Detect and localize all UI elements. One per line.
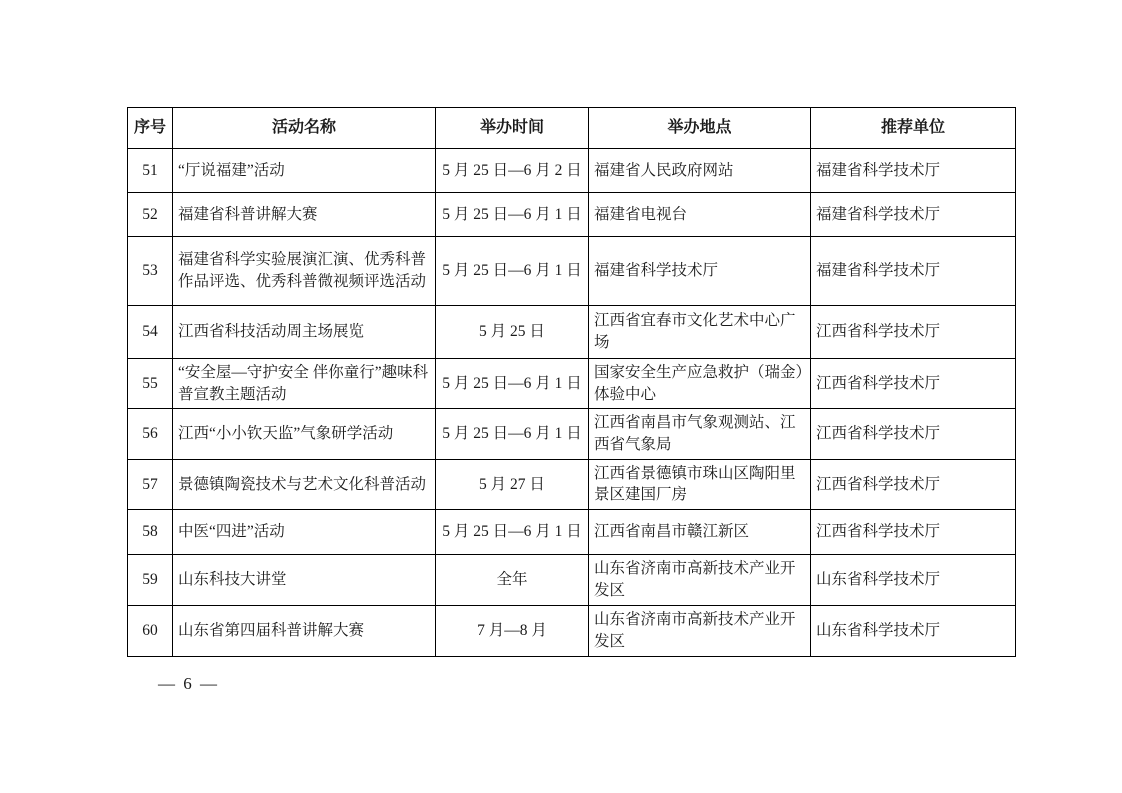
table-row [128, 193, 1016, 237]
column-header: 举办时间 [436, 108, 589, 149]
column-header: 活动名称 [173, 108, 436, 149]
cell-unit: 福建省科学技术厅 [811, 237, 1016, 306]
cell-no: 59 [128, 555, 173, 605]
cell-no: 52 [128, 193, 173, 237]
table-head [128, 108, 1016, 149]
column-header: 举办地点 [589, 108, 811, 149]
cell-unit: 江西省科学技术厅 [811, 459, 1016, 509]
cell-place: 山东省济南市高新技术产业开发区 [589, 555, 811, 605]
column-header: 序号 [128, 108, 173, 149]
cell-unit: 山东省科学技术厅 [811, 555, 1016, 605]
column-header: 推荐单位 [811, 108, 1016, 149]
cell-place: 福建省电视台 [589, 193, 811, 237]
cell-place: 山东省济南市高新技术产业开发区 [589, 605, 811, 656]
cell-time: 5 月 25 日—6 月 1 日 [436, 359, 589, 409]
activities-table [127, 107, 1016, 657]
table-row [128, 409, 1016, 459]
cell-time: 5 月 25 日—6 月 2 日 [436, 149, 589, 193]
cell-name: 景德镇陶瓷技术与艺术文化科普活动 [173, 459, 436, 509]
page-number: — 6 — [158, 674, 219, 693]
cell-place: 江西省宜春市文化艺术中心广场 [589, 306, 811, 359]
table-row [128, 149, 1016, 193]
table-row [128, 510, 1016, 555]
cell-time: 全年 [436, 555, 589, 605]
cell-no: 54 [128, 306, 173, 359]
cell-no: 55 [128, 359, 173, 409]
cell-name: 江西省科技活动周主场展览 [173, 306, 436, 359]
cell-name: 中医“四进”活动 [173, 510, 436, 555]
cell-name: “厅说福建”活动 [173, 149, 436, 193]
cell-time: 5 月 25 日—6 月 1 日 [436, 193, 589, 237]
cell-unit: 江西省科学技术厅 [811, 409, 1016, 459]
table-row [128, 306, 1016, 359]
cell-place: 江西省南昌市赣江新区 [589, 510, 811, 555]
cell-name: 江西“小小钦天监”气象研学活动 [173, 409, 436, 459]
table-row [128, 555, 1016, 605]
table-row [128, 237, 1016, 306]
cell-unit: 江西省科学技术厅 [811, 306, 1016, 359]
cell-unit: 江西省科学技术厅 [811, 359, 1016, 409]
cell-name: 福建省科学实验展演汇演、优秀科普作品评选、优秀科普微视频评选活动 [173, 237, 436, 306]
cell-place: 福建省科学技术厅 [589, 237, 811, 306]
cell-time: 5 月 25 日—6 月 1 日 [436, 237, 589, 306]
cell-no: 58 [128, 510, 173, 555]
cell-place: 江西省景德镇市珠山区陶阳里景区建国厂房 [589, 459, 811, 509]
cell-name: 山东科技大讲堂 [173, 555, 436, 605]
table-body [128, 149, 1016, 657]
cell-name: 福建省科普讲解大赛 [173, 193, 436, 237]
cell-no: 60 [128, 605, 173, 656]
cell-no: 56 [128, 409, 173, 459]
cell-time: 5 月 25 日 [436, 306, 589, 359]
cell-no: 57 [128, 459, 173, 509]
table-header-row [128, 108, 1016, 149]
cell-unit: 江西省科学技术厅 [811, 510, 1016, 555]
cell-place: 江西省南昌市气象观测站、江西省气象局 [589, 409, 811, 459]
cell-no: 53 [128, 237, 173, 306]
cell-place: 福建省人民政府网站 [589, 149, 811, 193]
cell-no: 51 [128, 149, 173, 193]
cell-unit: 山东省科学技术厅 [811, 605, 1016, 656]
cell-time: 5 月 27 日 [436, 459, 589, 509]
cell-name: 山东省第四届科普讲解大赛 [173, 605, 436, 656]
cell-time: 5 月 25 日—6 月 1 日 [436, 510, 589, 555]
cell-unit: 福建省科学技术厅 [811, 149, 1016, 193]
table-row [128, 459, 1016, 509]
cell-time: 7 月—8 月 [436, 605, 589, 656]
cell-unit: 福建省科学技术厅 [811, 193, 1016, 237]
cell-place: 国家安全生产应急救护（瑞金）体验中心 [589, 359, 811, 409]
table-row [128, 605, 1016, 656]
cell-name: “安全屋—守护安全 伴你童行”趣味科普宣教主题活动 [173, 359, 436, 409]
cell-time: 5 月 25 日—6 月 1 日 [436, 409, 589, 459]
table-row [128, 359, 1016, 409]
